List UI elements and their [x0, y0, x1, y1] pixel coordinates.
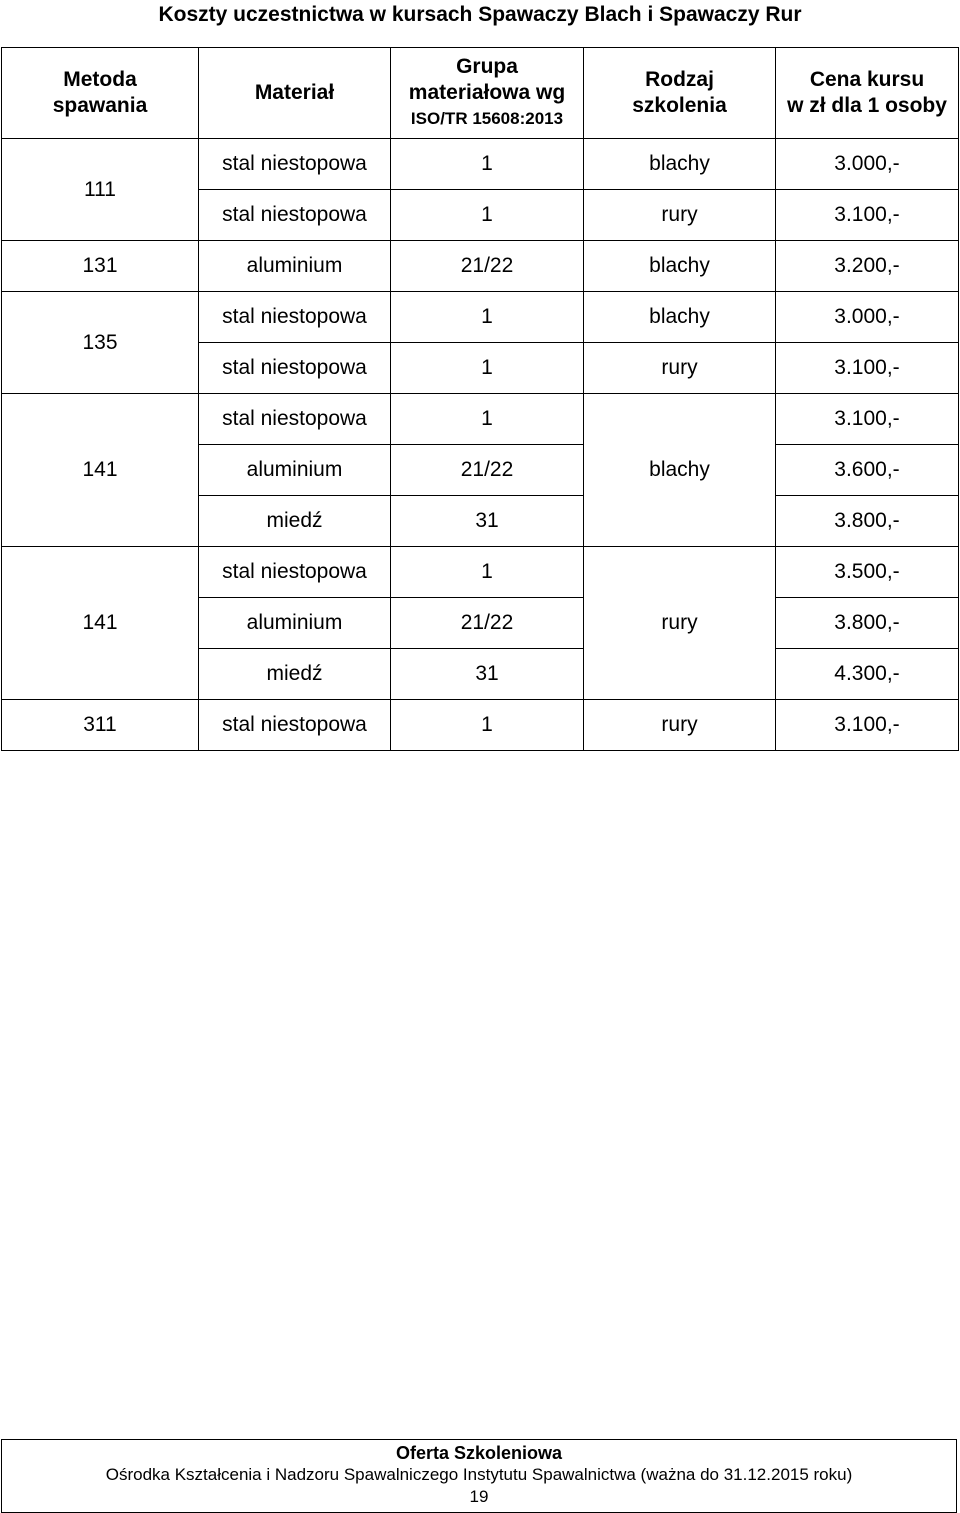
document-title: Koszty uczestnictwa w kursach Spawaczy Blach i Spawaczy Rur [158, 3, 802, 26]
group-cell: 1 [391, 139, 584, 190]
material-cell: aluminium [199, 241, 391, 292]
price-cell: 3.100,- [776, 343, 959, 394]
page-footer [1, 1439, 957, 1513]
price-cell: 3.600,- [776, 445, 959, 496]
group-cell: 21/22 [391, 598, 584, 649]
group-cell: 1 [391, 292, 584, 343]
price-cell: 3.000,- [776, 292, 959, 343]
footer-subtitle: Ośrodka Kształcenia i Nadzoru Spawalniczego Instytutu Spawalnictwa (ważna do 31.12.2015 roku) [105, 1465, 853, 1484]
group-cell: 1 [391, 547, 584, 598]
material-cell: stal niestopowa [199, 343, 391, 394]
price-cell: 3.500,- [776, 547, 959, 598]
training-type-cell: rury [584, 700, 776, 751]
method-cell: 131 [2, 241, 199, 292]
material-cell: stal niestopowa [199, 700, 391, 751]
table-row [2, 547, 959, 598]
material-cell: aluminium [199, 445, 391, 496]
method-cell: 141 [2, 547, 199, 700]
table-row [2, 700, 959, 751]
page-number: 19 [469, 1487, 489, 1506]
group-cell: 1 [391, 190, 584, 241]
price-cell: 3.100,- [776, 190, 959, 241]
price-table [1, 47, 959, 751]
training-type-cell: rury [584, 343, 776, 394]
price-cell: 4.300,- [776, 649, 959, 700]
method-cell: 111 [2, 139, 199, 241]
price-cell: 3.800,- [776, 496, 959, 547]
table-row [2, 241, 959, 292]
group-cell: 31 [391, 649, 584, 700]
training-type-cell: blachy [584, 292, 776, 343]
group-cell: 1 [391, 700, 584, 751]
header-material: Materiał [199, 48, 391, 139]
price-cell: 3.000,- [776, 139, 959, 190]
group-cell: 1 [391, 394, 584, 445]
material-cell: miedź [199, 496, 391, 547]
group-cell: 21/22 [391, 241, 584, 292]
group-cell: 1 [391, 343, 584, 394]
method-cell: 311 [2, 700, 199, 751]
training-type-cell: blachy [584, 241, 776, 292]
table-header-row [2, 48, 959, 139]
group-cell: 21/22 [391, 445, 584, 496]
table-row [2, 394, 959, 445]
material-cell: stal niestopowa [199, 139, 391, 190]
price-cell: 3.100,- [776, 394, 959, 445]
price-cell: 3.100,- [776, 700, 959, 751]
table-row [2, 139, 959, 190]
training-type-cell: blachy [584, 394, 776, 547]
method-cell: 135 [2, 292, 199, 394]
method-cell: 141 [2, 394, 199, 547]
table-row [2, 292, 959, 343]
header-training-type: Rodzaj szkolenia [584, 48, 776, 139]
price-cell: 3.800,- [776, 598, 959, 649]
material-cell: stal niestopowa [199, 190, 391, 241]
header-method: Metoda spawania [2, 48, 199, 139]
training-type-cell: blachy [584, 139, 776, 190]
material-cell: stal niestopowa [199, 547, 391, 598]
training-type-cell: rury [584, 547, 776, 700]
training-type-cell: rury [584, 190, 776, 241]
header-price: Cena kursu w zł dla 1 osoby [776, 48, 959, 139]
footer-title: Oferta Szkoleniowa [395, 1443, 563, 1463]
material-cell: aluminium [199, 598, 391, 649]
material-cell: stal niestopowa [199, 394, 391, 445]
material-cell: stal niestopowa [199, 292, 391, 343]
material-cell: miedź [199, 649, 391, 700]
price-cell: 3.200,- [776, 241, 959, 292]
group-cell: 31 [391, 496, 584, 547]
header-group: Grupa materiałowa wg ISO/TR 15608:2013 [391, 48, 584, 139]
